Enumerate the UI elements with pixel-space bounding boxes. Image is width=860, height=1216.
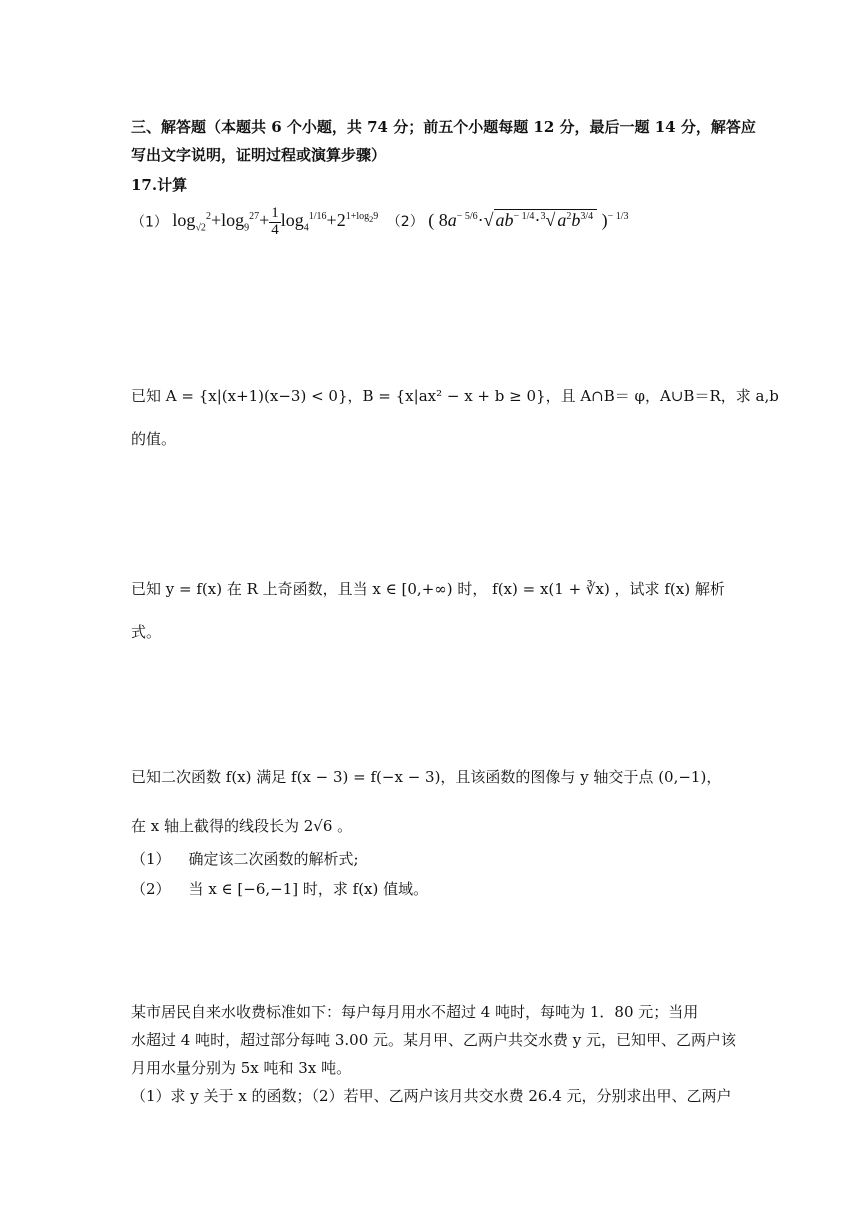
- section-header-line1: 三、解答题（本题共 6 个小题，共 74 分；前五个小题每题 12 分，最后一题 14 分，解答应: [131, 118, 756, 136]
- problem-20-sub1-text: 确定该二次函数的解析式;: [188, 850, 359, 868]
- problem-21-line2: 水超过 4 吨时，超过部分每吨 3.00 元。某月甲、乙两户共交水费 y 元，已知甲、乙两户该: [131, 1031, 737, 1049]
- problem-18-line1: 已知 A = {x|(x+1)(x−3) < 0}，B = {x|ax² − x + b ≥ 0}，且 A∩B＝ φ，A∪B＝R，求 a,b: [131, 387, 779, 405]
- problem-20-line1: 已知二次函数 f(x) 满足 f(x − 3) = f(−x − 3)，且该函数的图像与 y 轴交于点 (0,−1)，: [131, 768, 722, 786]
- section-header-line2: 写出文字说明，证明过程或演算步骤）: [131, 146, 387, 164]
- problem-17-heading: [131, 174, 187, 195]
- problem-17-number: 17.: [131, 176, 158, 194]
- problem-20-sub2-label: （2）: [131, 880, 171, 898]
- problem-21-line1: 某市居民自来水收费标准如下：每户每月用水不超过 4 吨时，每吨为 1．80 元；当用: [131, 1003, 699, 1021]
- problem-18-line2: 的值。: [131, 430, 177, 448]
- problem-20-sub1-label: （1）: [131, 850, 171, 868]
- problem-21-line4: （1）求 y 关于 x 的函数；（2）若甲、乙两户该月共交水费 26.4 元，分别求出甲、乙两户: [131, 1087, 732, 1105]
- problem-21-line3: 月用水量分别为 5x 吨和 3x 吨。: [131, 1059, 352, 1077]
- problem-20-sub2-text: 当 x ∈ [−6,−1] 时，求 f(x) 值域。: [188, 880, 429, 898]
- problem-20-line2: 在 x 轴上截得的线段长为 2√6 。: [131, 817, 353, 835]
- problem-17-formulas: [131, 206, 629, 239]
- problem-17-part2-formula: ( $8a^{- 5/6}\cdot√$ $ab^{- 1/4}\cdot^3√$ $a^2b^{3/4}$ )$^{- 1/3}$: [428, 210, 629, 231]
- problem-17-title: 计算: [157, 176, 188, 194]
- problem-17-part1-label: （1）: [131, 214, 168, 231]
- problem-19-line1: 已知 y = f(x) 在 R 上奇函数，且当 x ∈ [0,+∞) 时， f(x) = x(1 + ∛x) ，试求 f(x) 解析: [131, 580, 725, 598]
- problem-19-line2: 式。: [131, 623, 162, 641]
- problem-20-sub1: [131, 848, 359, 869]
- problem-17-part1-formula: $\log_{√2}^2+\log_9^{27}+$ $\frac{1}{4}$ $\log_4^{1/16}+2^{1+log_29}$: [172, 205, 379, 238]
- problem-17-part2-label: （2）: [386, 214, 424, 231]
- problem-20-sub2: [131, 878, 428, 899]
